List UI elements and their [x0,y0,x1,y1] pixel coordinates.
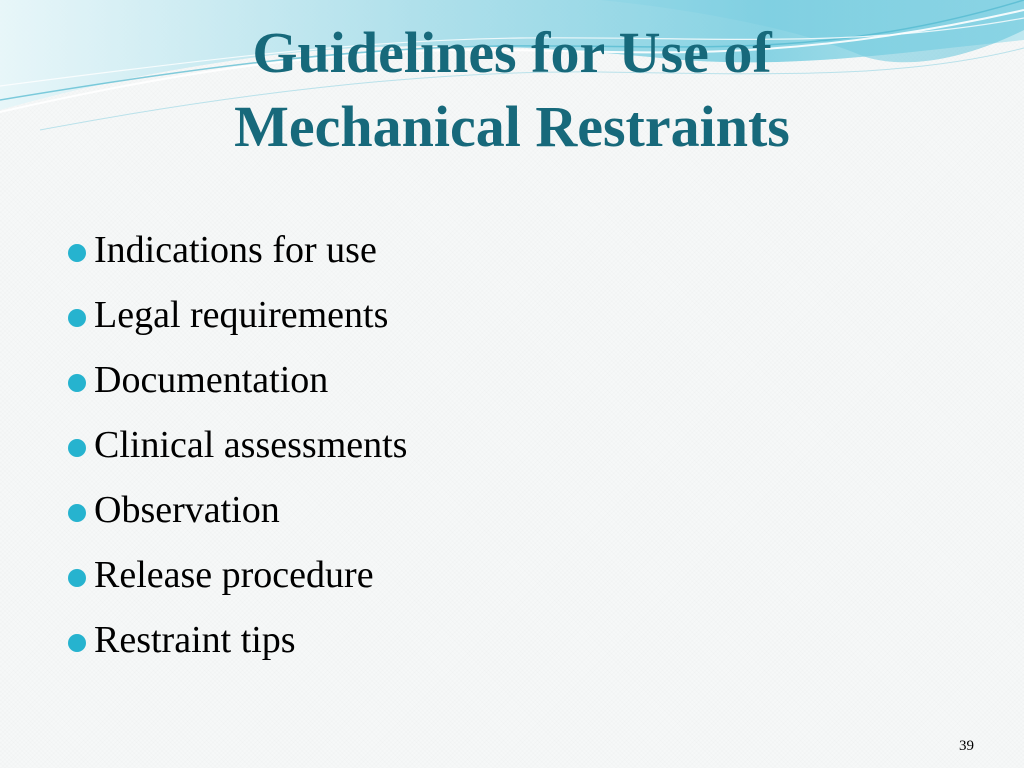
bullet-text: Clinical assessments [94,424,408,466]
slide-title-line-1: Guidelines for Use of [252,20,772,85]
bullet-item [64,415,407,480]
slide-title [0,16,1024,164]
bullet-text: Legal requirements [94,294,389,336]
bullet-list [64,220,407,675]
bullet-item [64,480,407,545]
bullet-text: Documentation [94,359,329,401]
bullet-item [64,545,407,610]
bullet-dot-icon [68,309,86,327]
bullet-item [64,285,407,350]
bullet-text: Observation [94,489,280,531]
bullet-text: Restraint tips [94,619,296,661]
bullet-dot-icon [68,569,86,587]
bullet-dot-icon [68,634,86,652]
bullet-item [64,220,407,285]
bullet-text: Indications for use [94,229,377,271]
bullet-dot-icon [68,439,86,457]
bullet-item [64,610,407,675]
bullet-text: Release procedure [94,554,374,596]
bullet-dot-icon [68,244,86,262]
slide-title-line-2: Mechanical Restraints [234,94,790,159]
slide-page-number: 39 [959,738,974,754]
bullet-item [64,350,407,415]
bullet-dot-icon [68,374,86,392]
bullet-dot-icon [68,504,86,522]
